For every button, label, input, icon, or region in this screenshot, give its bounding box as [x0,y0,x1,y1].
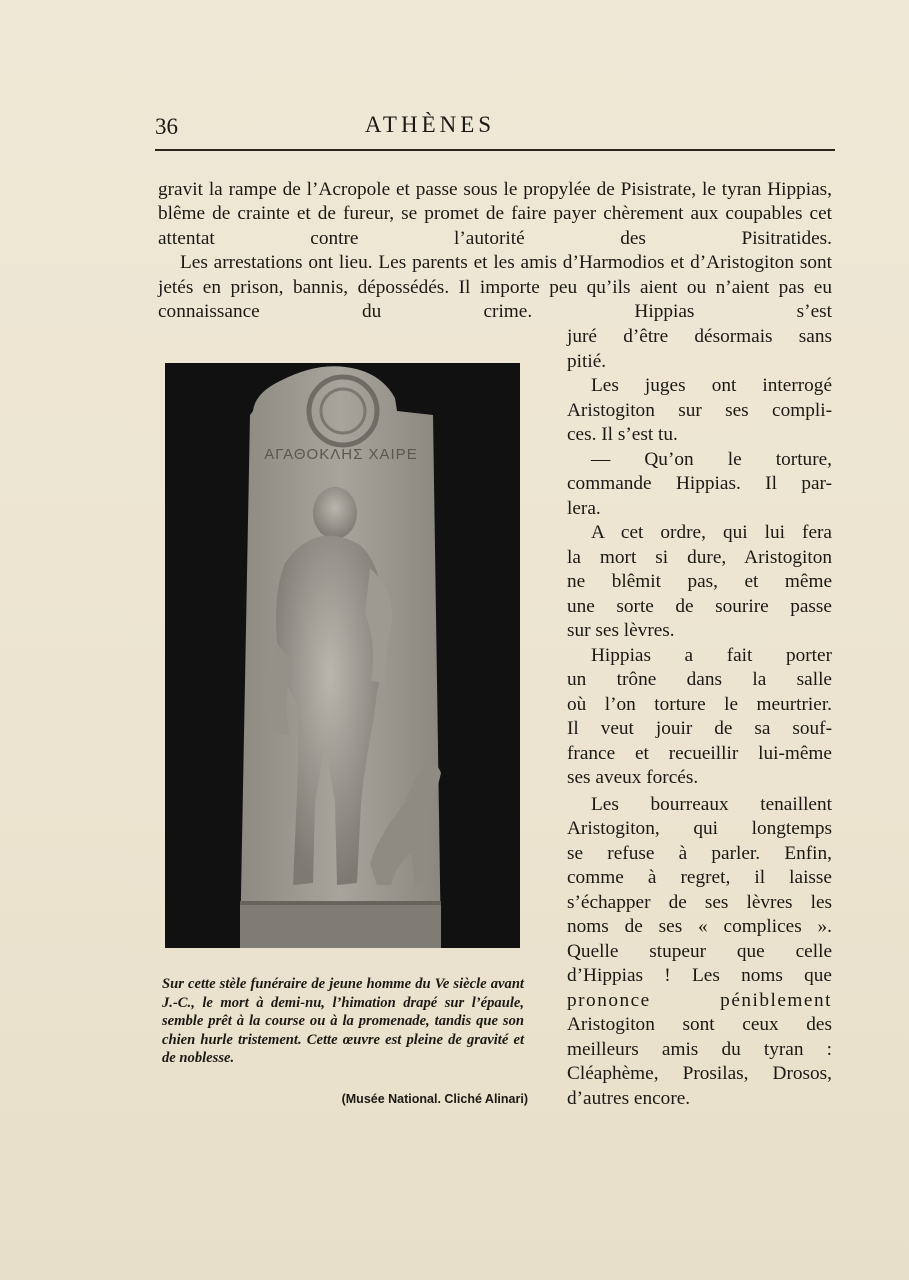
paragraph [567,325,832,374]
text-line: Aristogiton sont ceux des [567,1014,832,1035]
text-line: la mort si dure, Aristogiton [567,546,832,568]
text-line: Il veut jouir de sa souf- [567,718,832,739]
text-line: commande Hippias. Il par- [567,473,832,494]
paragraph: Les arrestations ont lieu. Les parents et les amis d’Harmodios et d’Aristogiton sont jetés en prison, bannis, dépossédés. Il importe peu qu’ils aient ou n’aient pas eu connaissance du crime. Hippias s’est [158,252,832,323]
text-line: juré d’être désormais sans [567,326,832,347]
text-line: Cléaphème, Prosilas, Drosos, [567,1063,832,1084]
text-line: A cet ordre, qui lui fera [591,522,832,543]
text-line: Hippias a fait porter [591,644,832,666]
text-line: Aristogiton, qui longtemps [567,818,832,839]
text-line: sur ses lèvres. [567,620,675,641]
text-line: d’autres encore. [567,1087,691,1109]
text-line: pitié. [567,350,607,372]
text-line: s’échapper de ses lèvres les [567,891,832,913]
stele-photograph [165,363,520,948]
text-line: meilleurs amis du tyran : [567,1038,832,1060]
text-line: ses aveux forcés. [567,767,699,788]
text-line: Aristogiton sur ses compli- [567,399,832,421]
text-line: ne blêmit pas, et même [567,571,832,592]
text-line: — Qu’on le torture, [591,448,832,470]
paragraph: gravit la rampe de l’Acropole et passe sous le propylée de Pisistrate, le tyran Hippias, blême de crainte et de fureur, se promet de faire payer chèrement aux coupables cet attentat contre l’autorité des Pisitratides. [158,179,832,249]
paragraph [567,521,832,644]
paragraph [567,644,832,791]
text-line: d’Hippias ! Les noms que [567,965,832,986]
text-line: ces. Il s’est tu. [567,424,678,445]
figure-caption: Sur cette stèle funéraire de jeune homme du Ve siècle avant J.-C., le mort à demi-nu, l’himation drapé sur l’épaule, semble prêt à la course ou à la promenade, tandis que son chien hurle tristement. Cette œuvre est pleine de gravité et de noblesse. [162,976,524,1067]
text-line: france et recueillir lui-même [567,742,832,764]
text-line: une sorte de sourire passe [567,595,832,617]
text-line: Les bourreaux tenaillent [591,793,832,815]
text-line: noms de ses « complices ». [567,916,832,937]
right-column-text [567,325,832,1111]
text-line: un trône dans la salle [567,669,832,690]
paragraph [567,448,832,522]
stele-inscription: ΑΓΑΘΟΚΛΗΣ ΧΑΙΡΕ [264,446,418,463]
text-line: où l’on torture le meurtrier. [567,693,832,715]
paragraph [567,374,832,448]
photo-credit: (Musée National. Cliché Alinari) [341,1092,528,1106]
text-line: comme à regret, il laisse [567,867,832,888]
header-rule [155,149,835,151]
paragraph [567,793,832,1112]
full-width-text [158,178,832,324]
running-head: ATHÈNES [364,112,496,137]
text-line: Les juges ont interrogé [591,375,832,396]
text-line: prononce péniblement [567,989,832,1011]
text-line: se refuse à parler. Enfin, [567,842,832,864]
text-line: lera. [567,497,601,519]
text-line: Quelle stupeur que celle [567,940,832,962]
page-number: 36 [155,114,178,139]
